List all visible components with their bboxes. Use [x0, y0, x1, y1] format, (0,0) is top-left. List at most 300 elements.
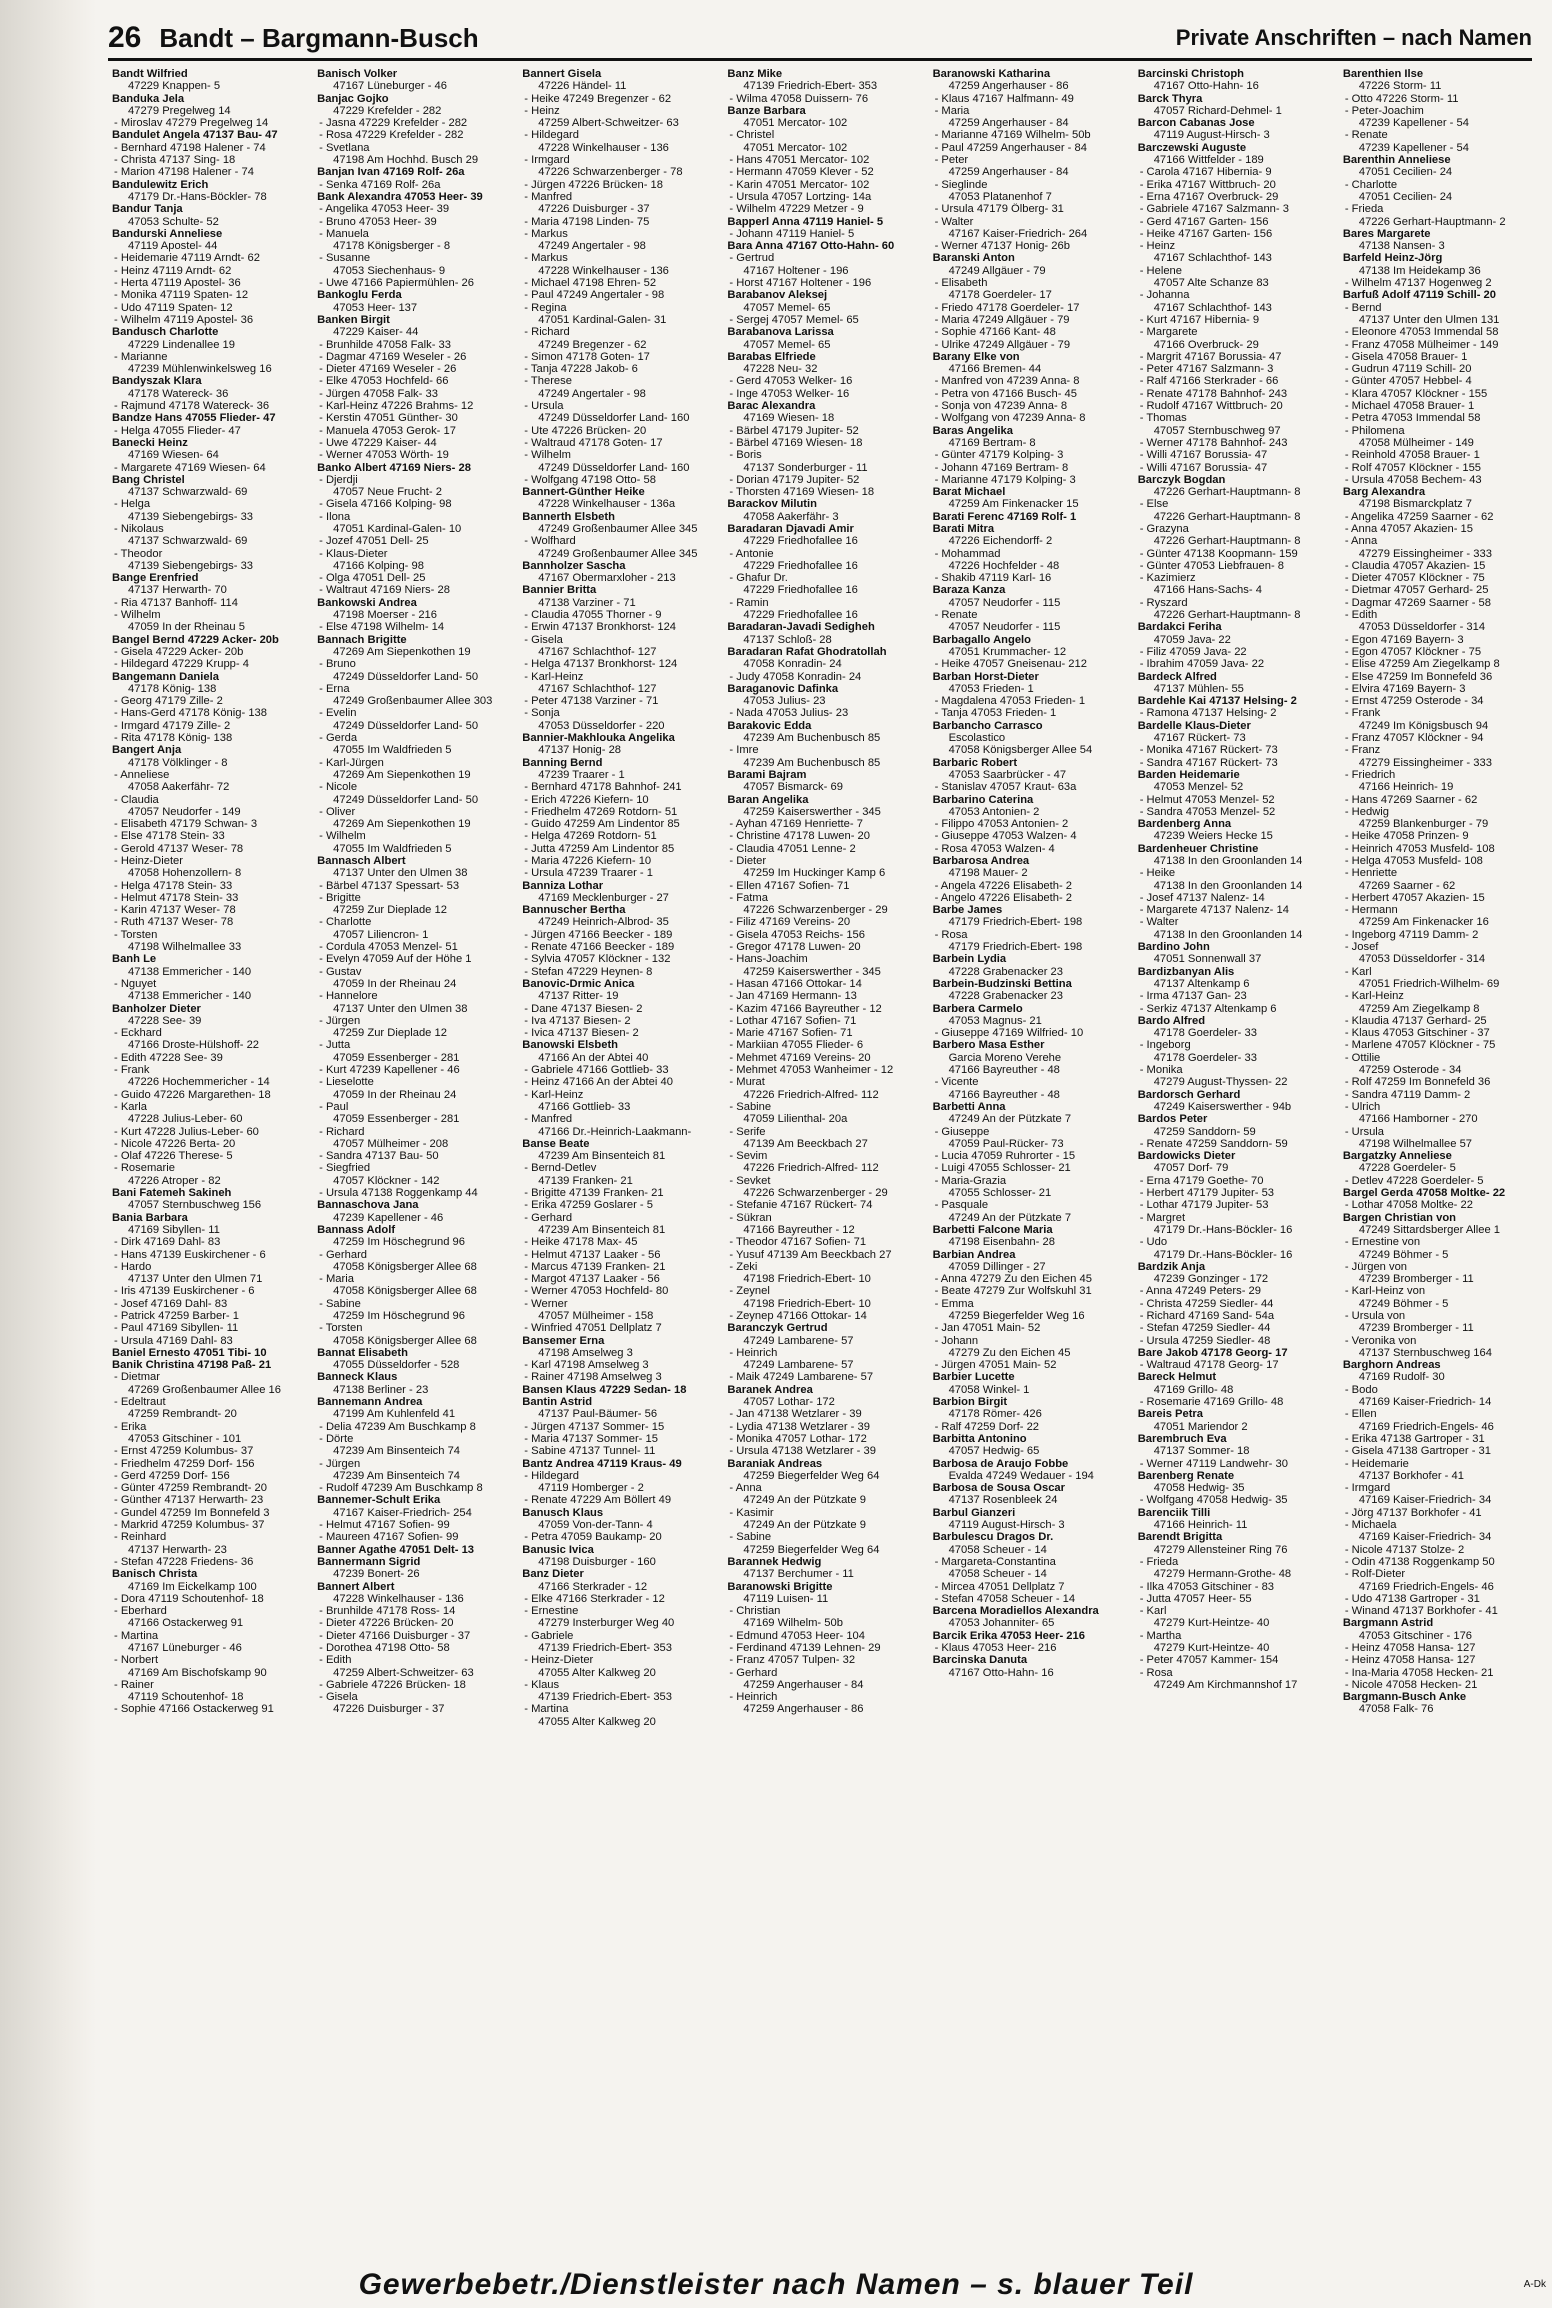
person-entry: - Lydia 47138 Wetzlarer - 39: [729, 1420, 870, 1433]
person-entry: - Walter: [1139, 916, 1179, 929]
address-line: 47057 Mülheimer - 208: [333, 1137, 449, 1150]
address-line: 47228 Winkelhauser - 136: [538, 141, 669, 154]
person-entry: - Peter 47057 Kammer- 154: [1139, 1654, 1279, 1667]
person-entry: - Jasna 47229 Krefelder - 282: [319, 117, 468, 130]
person-entry: - Manfred: [524, 1113, 573, 1126]
address-line: 47119 Schoutenhof- 18: [128, 1691, 244, 1704]
person-entry: - Philomena: [1344, 424, 1405, 437]
person-entry: - Udo 47138 Gartroper - 31: [1344, 1592, 1480, 1605]
person-entry: - Senka 47169 Rolf- 26a: [319, 178, 441, 191]
surname-entry: Barati Ferenc 47169 Rolf- 1: [932, 510, 1077, 523]
address-line: 47139 Friedrich-Ebert- 353: [538, 1691, 672, 1704]
address-line: 47167 Schlachthof- 143: [1153, 252, 1272, 265]
person-entry: - Sandra 47053 Menzel- 52: [1139, 805, 1276, 818]
surname-entry: Bardehle Kai 47137 Helsing- 2: [1137, 695, 1297, 708]
address-line: 47055 Düsseldorfer - 528: [333, 1359, 460, 1372]
address-line: 47249 Düsseldorfer Land- 160: [538, 412, 690, 425]
person-entry: - Klaus 47167 Halfmann- 49: [934, 92, 1074, 105]
person-entry: - Renate 47259 Sanddorn- 59: [1139, 1137, 1288, 1150]
person-entry: - Waltraud 47178 Goten- 17: [524, 436, 663, 449]
surname-entry: Bardzik Anja: [1137, 1260, 1206, 1273]
surname-entry: Barcinski Christoph: [1137, 68, 1245, 80]
address-line: 47053 Gitschiner - 101: [128, 1432, 242, 1445]
address-line: 47139 Siebengebirgs- 33: [128, 510, 254, 523]
person-entry: - Heike 47249 Bregenzer - 62: [524, 92, 672, 105]
address-line: 47198 Amselweg 3: [538, 1346, 633, 1359]
surname-entry: Bannaschova Jana: [317, 1199, 419, 1212]
surname-entry: Barannek Hedwig: [727, 1555, 822, 1568]
surname-entry: Barczyk Bogdan: [1137, 473, 1226, 486]
surname-entry: Bangert Anja: [112, 744, 182, 757]
surname-entry: Barcik Erika 47053 Heer- 216: [932, 1629, 1085, 1642]
person-entry: - Franz: [1344, 744, 1381, 757]
person-entry: - Günter 47259 Rembrandt- 20: [114, 1482, 267, 1495]
person-entry: - Klaus 47053 Gitschiner - 37: [1344, 1027, 1490, 1040]
person-entry: - Heike 47167 Garten- 156: [1139, 227, 1273, 240]
person-entry: - Ilka 47053 Gitschiner - 83: [1139, 1580, 1275, 1593]
person-entry: - Theodor: [114, 547, 163, 560]
surname-entry: Bannasch Albert: [317, 855, 406, 867]
address-line: 47166 Bremen- 44: [948, 363, 1042, 376]
address-line: 47167 Otto-Hahn- 16: [948, 1666, 1054, 1679]
address-line: 47137 Sommer- 18: [1153, 1445, 1250, 1458]
surname-entry: Banisch Volker: [317, 68, 398, 80]
person-entry: - Else 47259 Im Bonnefeld 36: [1344, 670, 1493, 683]
person-entry: - Grazyna: [1139, 522, 1189, 535]
address-line: 47239 Am Binsenteich 74: [333, 1469, 461, 1482]
person-entry: - Sevket: [729, 1174, 771, 1187]
person-entry: - Stefan 47228 Friedens- 36: [114, 1555, 254, 1568]
surname-entry: Bardorsch Gerhard: [1137, 1088, 1241, 1101]
address-line: 47169 Friedrich-Engels- 46: [1358, 1420, 1494, 1433]
person-entry: - Stefan 47259 Siedler- 44: [1139, 1322, 1271, 1335]
address-line: 47137 Schwarzwald- 69: [128, 535, 248, 548]
address-line: Escolastico: [948, 732, 1006, 745]
surname-entry: Barcena Moradiellos Alexandra: [932, 1605, 1099, 1618]
person-entry: - Ellen 47167 Sofien- 71: [729, 879, 850, 892]
surname-entry: Barcon Cabanas Jose: [1137, 117, 1255, 130]
address-line: 47226 Händel- 11: [538, 80, 627, 93]
address-line: 47249 Großenbaumer Allee 345: [538, 547, 698, 560]
person-entry: - Helga: [114, 498, 151, 511]
person-entry: - Hans 47139 Euskirchener - 6: [114, 1248, 266, 1261]
address-line: 47179 Dr.-Hans-Böckler- 16: [1153, 1223, 1293, 1236]
person-entry: - Gabriele 47226 Brücken- 18: [319, 1678, 466, 1691]
person-entry: - Nicole 47226 Berta- 20: [114, 1137, 236, 1150]
person-entry: - Luigi 47055 Schlosser- 21: [934, 1162, 1071, 1175]
address-line: 47249 Böhmer - 5: [1358, 1297, 1449, 1310]
person-entry: - Detlev 47228 Goerdeler- 5: [1344, 1174, 1484, 1187]
address-line: 47137 Schwarzwald- 69: [128, 486, 248, 499]
address-line: 47169 Kaiser-Friedrich- 34: [1358, 1494, 1492, 1507]
address-line: 47249 Lambarene- 57: [743, 1359, 854, 1372]
person-entry: - Friedo 47178 Goerdeler- 17: [934, 301, 1080, 314]
address-line: 47119 August-Hirsch- 3: [1153, 129, 1270, 142]
listing-column: [112, 68, 311, 2268]
address-line: 47226 Gerhart-Hauptmann- 8: [1153, 486, 1301, 499]
person-entry: - Lothar 47167 Sofien- 71: [729, 1014, 857, 1027]
person-entry: - Magdalena 47053 Frieden- 1: [934, 695, 1086, 708]
person-entry: - Erika: [114, 1420, 147, 1433]
person-entry: - Lothar 47058 Moltke- 22: [1344, 1199, 1473, 1212]
address-line: 47051 Cecilien- 24: [1358, 190, 1453, 203]
address-line: 47229 Friedhofallee 16: [743, 535, 858, 548]
person-entry: - Karl-Heinz: [524, 1088, 584, 1101]
person-entry: - Friedhelm 47269 Rotdorn- 51: [524, 805, 678, 818]
person-entry: - Odin 47138 Roggenkamp 50: [1344, 1555, 1495, 1568]
address-line: 47058 Hedwig- 35: [1153, 1482, 1245, 1495]
address-line: 47228 Winkelhauser - 136: [333, 1592, 464, 1605]
address-line: 47058 Königsberger Allee 68: [333, 1334, 477, 1347]
person-entry: - Ursula 47239 Traarer - 1: [524, 867, 653, 880]
surname-entry: Barbaric Robert: [932, 756, 1018, 769]
surname-entry: Bardenberg Anna: [1137, 818, 1232, 831]
person-entry: - Irma 47137 Gan- 23: [1139, 990, 1247, 1003]
surname-entry: Baraganovic Dafinka: [727, 682, 839, 695]
surname-entry: Bange Erenfried: [112, 572, 199, 585]
address-line: 47057 Klöckner - 142: [333, 1174, 440, 1187]
address-line: 47259 Im Höschegrund 96: [333, 1236, 465, 1249]
address-line: 47058 Königsberger Allee 54: [948, 744, 1093, 757]
person-entry: - Maik 47249 Lambarene- 57: [729, 1371, 874, 1384]
address-line: 47139 Friedrich-Ebert- 353: [538, 1642, 672, 1654]
person-entry: - Rosemarie 47169 Grillo- 48: [1139, 1396, 1284, 1409]
address-line: 47059 Paul-Rücker- 73: [948, 1137, 1064, 1150]
person-entry: - Brigitte 47139 Franken- 21: [524, 1187, 664, 1200]
person-entry: - Frank: [114, 1064, 150, 1077]
person-entry: - Gertrud: [729, 252, 775, 265]
person-entry: - Jürgen 47051 Main- 52: [934, 1359, 1057, 1372]
person-entry: - Heinz: [1139, 240, 1176, 253]
person-entry: - Manuela: [319, 227, 369, 240]
person-entry: - Bernhard 47198 Halener - 74: [114, 141, 266, 154]
person-entry: - Heidemarie: [1344, 1457, 1409, 1470]
address-line: 47053 Johanniter- 65: [948, 1617, 1055, 1630]
surname-entry: Barfeld Heinz-Jörg: [1342, 252, 1443, 265]
address-line: 47198 Friedrich-Ebert- 10: [743, 1273, 871, 1286]
person-entry: - Sandra 47119 Damm- 2: [1344, 1088, 1471, 1101]
person-entry: - Bruno 47053 Heer- 39: [319, 215, 437, 228]
address-line: 47179 Friedrich-Ebert- 198: [948, 916, 1083, 929]
address-line: 47059 In der Rheinau 5: [128, 621, 245, 634]
person-entry: - Guido 47226 Margarethen- 18: [114, 1088, 271, 1101]
address-line: 47279 Allensteiner Ring 76: [1153, 1543, 1288, 1556]
surname-entry: Bantin Astrid: [522, 1396, 593, 1409]
person-entry: - Klaus: [524, 1678, 560, 1691]
surname-entry: Bargmann-Busch Anke: [1342, 1691, 1467, 1704]
address-line: 47138 In den Groonlanden 14: [1153, 928, 1303, 941]
person-entry: - Klaus 47053 Heer- 216: [934, 1642, 1057, 1654]
person-entry: - Bodo: [1344, 1383, 1378, 1396]
person-entry: - Siegfried: [319, 1162, 371, 1175]
address-line: 47259 Albert-Schweitzer- 63: [538, 117, 679, 130]
person-entry: - Renate 47178 Bahnhof- 243: [1139, 387, 1288, 400]
address-line: 47239 Am Binsenteich 81: [538, 1150, 666, 1163]
address-line: 47169 Am Bischofskamp 90: [128, 1666, 267, 1679]
listing-column: [727, 68, 926, 2268]
person-entry: - Anna 47057 Akazien- 15: [1344, 522, 1473, 535]
person-entry: - Tanja 47053 Frieden- 1: [934, 707, 1057, 720]
person-entry: - Karin 47051 Mercator- 102: [729, 178, 870, 191]
surname-entry: Bantz Andrea 47119 Kraus- 49: [522, 1457, 682, 1470]
address-line: 47228 Julius-Leber- 60: [128, 1113, 243, 1126]
address-line: 47239 Kapellener - 54: [1358, 117, 1469, 130]
address-line: 47166 Bayreuther - 48: [948, 1064, 1060, 1077]
listing-column: [1343, 68, 1542, 2268]
address-line: 47051 Kardinal-Galen- 10: [333, 522, 462, 535]
person-entry: - Kazim 47166 Bayreuther - 12: [729, 1002, 882, 1015]
person-entry: - Ursula 47057 Lortzing- 14a: [729, 190, 872, 203]
surname-entry: Bardizbanyan Alis: [1137, 965, 1235, 978]
person-entry: - Ibrahim 47059 Java- 22: [1139, 658, 1265, 671]
person-entry: - Judy 47058 Konradin- 24: [729, 670, 862, 683]
address-line: 47057 Richard-Dehmel- 1: [1153, 104, 1282, 117]
surname-entry: Bandze Hans 47055 Flieder- 47: [112, 412, 276, 425]
person-entry: - Wolfgang 47198 Otto- 58: [524, 473, 656, 486]
person-entry: - Jürgen: [319, 1457, 361, 1470]
address-line: 47055 Alter Kalkweg 20: [538, 1666, 656, 1679]
address-line: 47169 Mecklenburger - 27: [538, 891, 669, 904]
person-entry: - Antonie: [729, 547, 774, 560]
person-entry: - Therese: [524, 375, 572, 388]
address-line: 47229 Friedhofallee 16: [743, 559, 858, 572]
address-line: 47279 Eissingheimer - 333: [1358, 547, 1492, 560]
address-line: 47249 Böhmer - 5: [1358, 1248, 1449, 1261]
address-line: 47178 Goerdeler- 33: [1153, 1051, 1257, 1064]
surname-entry: Baraza Kanza: [932, 584, 1006, 597]
person-entry: - Zeynel: [729, 1285, 770, 1298]
person-entry: - Else 47178 Stein- 33: [114, 830, 225, 843]
surname-entry: Bandulet Angela 47137 Bau- 47: [112, 129, 278, 142]
address-line: 47169 Kaiser-Friedrich- 34: [1358, 1531, 1492, 1544]
person-entry: - Jan 47051 Main- 52: [934, 1322, 1041, 1335]
surname-entry: Barden Heidemarie: [1137, 768, 1240, 781]
person-entry: - Josef 47169 Dahl- 83: [114, 1297, 228, 1310]
surname-entry: Baradaran-Javadi Sedigheh: [727, 621, 875, 634]
person-entry: - Elisabeth 47179 Schwan- 3: [114, 818, 258, 831]
address-line: 47051 Mariendor 2: [1153, 1420, 1248, 1433]
person-entry: - Markiian 47055 Flieder- 6: [729, 1039, 864, 1052]
person-entry: - Jutta 47057 Heer- 55: [1139, 1592, 1252, 1605]
address-line: 47051 Mercator- 102: [743, 141, 848, 154]
person-entry: - Miroslav 47279 Pregelweg 14: [114, 117, 269, 130]
address-line: 47138 Varziner - 71: [538, 596, 636, 609]
person-entry: - Karl-Heinz von: [1344, 1285, 1426, 1298]
surname-entry: Bare Jakob 47178 Georg- 17: [1137, 1346, 1288, 1359]
person-entry: - Margret: [1139, 1211, 1186, 1224]
person-entry: - Jan 47138 Wetzlarer - 39: [729, 1408, 862, 1421]
surname-entry: Bannert-Günther Heike: [522, 486, 645, 499]
surname-entry: Bansemer Erna: [522, 1334, 605, 1347]
surname-entry: Barbul Gianzeri: [932, 1506, 1016, 1519]
surname-entry: Banusch Klaus: [522, 1506, 604, 1519]
person-entry: - Kazimierz: [1139, 572, 1196, 585]
surname-entry: Baranowski Katharina: [932, 68, 1051, 80]
person-entry: - Maria 47198 Linden- 75: [524, 215, 650, 228]
person-entry: - Guido 47259 Am Lindentor 85: [524, 818, 680, 831]
address-line: 47239 Am Buchenbusch 85: [743, 732, 881, 745]
surname-entry: Banik Christina 47198 Paß- 21: [112, 1359, 272, 1372]
address-line: 47169 Bertram- 8: [948, 436, 1036, 449]
address-line: 47137 Borkhofer - 41: [1358, 1469, 1464, 1482]
surname-entry: Barami Bajram: [727, 768, 807, 781]
person-entry: - Rosa: [1139, 1666, 1173, 1679]
person-entry: - Ferdinand 47139 Lehnen- 29: [729, 1642, 881, 1654]
address-line: 47226 Schwarzenberger - 29: [743, 904, 888, 917]
person-entry: - Ernestine von: [1344, 1236, 1421, 1249]
address-line: 47053 Düsseldorfer - 220: [538, 719, 665, 732]
address-line: 47059 Java- 22: [1153, 633, 1231, 646]
address-line: 47166 Bayreuther - 48: [948, 1088, 1060, 1101]
address-line: 47249 Düsseldorfer Land- 50: [333, 670, 479, 683]
address-line: 47053 Platanenhof 7: [948, 190, 1052, 203]
surname-entry: Baran Angelika: [727, 793, 809, 806]
person-entry: - Olaf 47226 Therese- 5: [114, 1150, 233, 1163]
address-line: 47138 Nansen- 3: [1358, 240, 1445, 253]
surname-entry: Bannier-Makhlouka Angelika: [522, 732, 675, 745]
surname-entry: Bargen Christian von: [1342, 1211, 1456, 1224]
person-entry: - Heike 47057 Gneisenau- 212: [934, 658, 1087, 671]
address-line: 47169 Wilhelm- 50b: [743, 1617, 843, 1630]
address-line: 47228 Goerdeler- 5: [1358, 1162, 1456, 1175]
person-entry: - Egon 47169 Bayern- 3: [1344, 633, 1464, 646]
person-entry: - Dietmar: [114, 1371, 160, 1384]
person-entry: - Sylvia 47057 Klöckner - 132: [524, 953, 671, 966]
address-line: 47279 Hermann-Grothe- 48: [1153, 1568, 1292, 1581]
surname-entry: Barfuß Adolf 47119 Schill- 20: [1342, 289, 1496, 302]
person-entry: - Ina-Maria 47058 Hecken- 21: [1344, 1666, 1494, 1679]
person-entry: - Richard: [524, 326, 570, 339]
person-entry: - Klaudia 47137 Gerhard- 25: [1344, 1014, 1487, 1027]
address-line: 47198 Mauer- 2: [948, 867, 1028, 880]
person-entry: - Sophie 47166 Ostackerweg 91: [114, 1703, 274, 1716]
surname-entry: Bang Christel: [112, 473, 185, 486]
person-entry: - Winfried 47051 Dellplatz 7: [524, 1322, 662, 1335]
person-entry: - Tanja 47228 Jakob- 6: [524, 363, 638, 376]
surname-entry: Barbulescu Dragos Dr.: [932, 1531, 1054, 1544]
person-entry: - Werner 47119 Landwehr- 30: [1139, 1457, 1288, 1470]
name-range-title: Bandt – Bargmann-Busch: [159, 23, 479, 53]
person-entry: - Paul: [319, 1100, 349, 1113]
address-line: 47169 Sibyllen- 11: [128, 1223, 220, 1236]
section-title: Private Anschriften – nach Namen: [1175, 25, 1532, 50]
person-entry: - Rudolf 47239 Am Buschkamp 8: [319, 1482, 483, 1495]
person-entry: - Johann 47169 Bertram- 8: [934, 461, 1069, 474]
address-line: 47166 Overbruck- 29: [1153, 338, 1259, 351]
surname-entry: Barenthin Anneliese: [1342, 154, 1451, 167]
surname-entry: Barbitta Antonino: [932, 1432, 1027, 1445]
address-line: 47139 Am Beeckbach 27: [743, 1137, 868, 1150]
address-line: 47259 Am Ziegelkamp 8: [1358, 1002, 1480, 1015]
person-entry: - Maria 47226 Kiefern- 10: [524, 855, 652, 867]
address-line: 47057 Hedwig- 65: [948, 1445, 1040, 1458]
address-line: 47119 August-Hirsch- 3: [948, 1519, 1065, 1532]
address-line: 47239 Am Binsenteich 81: [538, 1223, 666, 1236]
address-line: 47178 Goerdeler- 17: [948, 289, 1052, 302]
address-line: 47137 Honig- 28: [538, 744, 622, 757]
person-entry: - Ria 47137 Banhoff- 114: [114, 596, 238, 609]
address-line: 47249 Am Kirchmannshof 17: [1153, 1678, 1298, 1691]
person-entry: - Uwe 47166 Papiermühlen- 26: [319, 277, 474, 290]
address-line: 47239 Gonzinger - 172: [1153, 1273, 1269, 1286]
person-entry: - Gerd 47259 Dorf- 156: [114, 1469, 230, 1482]
person-entry: - Peter: [934, 154, 969, 167]
person-entry: - Eckhard: [114, 1027, 162, 1040]
surname-entry: Bania Barbara: [112, 1211, 188, 1224]
person-entry: - Angela 47226 Elisabeth- 2: [934, 879, 1073, 892]
person-entry: - Rudolf 47167 Wittbruch- 20: [1139, 400, 1283, 413]
person-entry: - Ursula: [524, 400, 564, 413]
person-entry: - Marianne: [114, 350, 168, 363]
person-entry: - Heinz-Dieter: [524, 1654, 594, 1667]
surname-entry: Bannat Elisabeth: [317, 1346, 408, 1359]
person-entry: - Karin 47137 Weser- 78: [114, 904, 236, 917]
person-entry: - Bernd-Detlev: [524, 1162, 597, 1175]
person-entry: - Iris 47139 Euskirchener - 6: [114, 1285, 255, 1298]
address-line: 47138 Emmericher - 140: [128, 990, 252, 1003]
surname-entry: Bannermann Sigrid: [317, 1555, 421, 1568]
person-entry: - Maria 47137 Sommer- 15: [524, 1432, 658, 1445]
person-entry: - Wilhelm 47229 Metzer - 9: [729, 203, 864, 216]
person-entry: - Regina: [524, 301, 567, 314]
address-line: 47226 Eichendorff- 2: [948, 535, 1053, 548]
person-entry: - Torsten: [114, 928, 158, 941]
person-entry: - Günter 47057 Hebbel- 4: [1344, 375, 1472, 388]
person-entry: - Frieda: [1139, 1555, 1179, 1568]
person-entry: - Kerstin 47051 Günther- 30: [319, 412, 458, 425]
address-line: 47138 In den Groonlanden 14: [1153, 855, 1303, 867]
surname-entry: Bannholzer Sascha: [522, 559, 626, 572]
person-entry: - Dieter: [729, 855, 767, 867]
person-entry: - Norbert: [114, 1654, 159, 1667]
address-line: 47167 Lüneburger - 46: [128, 1642, 242, 1654]
address-line: 47239 Bromberger - 11: [1358, 1273, 1474, 1286]
address-line: 47249 Im Königsbusch 94: [1358, 719, 1489, 732]
address-line: 47178 Watereck- 36: [128, 387, 229, 400]
surname-entry: Barck Thyra: [1137, 92, 1203, 105]
person-entry: - Peter 47167 Salzmann- 3: [1139, 363, 1274, 376]
address-line: 47169 Grillo- 48: [1153, 1383, 1234, 1396]
surname-entry: Barbetti Falcone Maria: [932, 1223, 1053, 1236]
address-line: 47229 Kaiser- 44: [333, 326, 419, 339]
person-entry: - Heinz 47119 Arndt- 62: [114, 264, 232, 277]
person-entry: - Karl-Heinz: [1344, 990, 1404, 1003]
address-line: 47139 Friedrich-Ebert- 353: [743, 80, 878, 93]
address-line: 47229 Lindenallee 19: [128, 338, 236, 351]
person-entry: - Mehmet 47053 Wanheimer - 12: [729, 1064, 894, 1077]
surname-entry: Banko Albert 47169 Niers- 28: [317, 461, 471, 474]
person-entry: - Serife: [729, 1125, 766, 1138]
address-line: 47198 Am Hochhd. Busch 29: [333, 154, 479, 167]
person-entry: - Margrit 47167 Borussia- 47: [1139, 350, 1282, 363]
surname-entry: Banning Bernd: [522, 756, 603, 769]
person-entry: - Anna: [1344, 535, 1378, 548]
person-entry: - Theodor 47167 Sofien- 71: [729, 1236, 867, 1249]
address-line: 47228 Winkelhauser - 136a: [538, 498, 676, 511]
person-entry: - Josef: [1344, 941, 1379, 954]
person-entry: - Gundel 47259 Im Bonnefeld 3: [114, 1506, 270, 1519]
person-entry: - Herbert 47179 Jupiter- 53: [1139, 1187, 1275, 1200]
address-line: 47259 Zur Dieplade 12: [333, 904, 447, 917]
listing-column: [1138, 68, 1337, 2268]
person-entry: - Nikolaus: [114, 522, 164, 535]
person-entry: - Cordula 47053 Menzel- 51: [319, 941, 458, 954]
page-header: [108, 14, 1532, 61]
person-entry: - Iva 47137 Biesen- 2: [524, 1014, 631, 1027]
address-line: 47137 Herwarth- 70: [128, 584, 227, 597]
surname-entry: Barabanov Aleksej: [727, 289, 828, 302]
address-line: 47249 Bregenzer - 62: [538, 338, 647, 351]
